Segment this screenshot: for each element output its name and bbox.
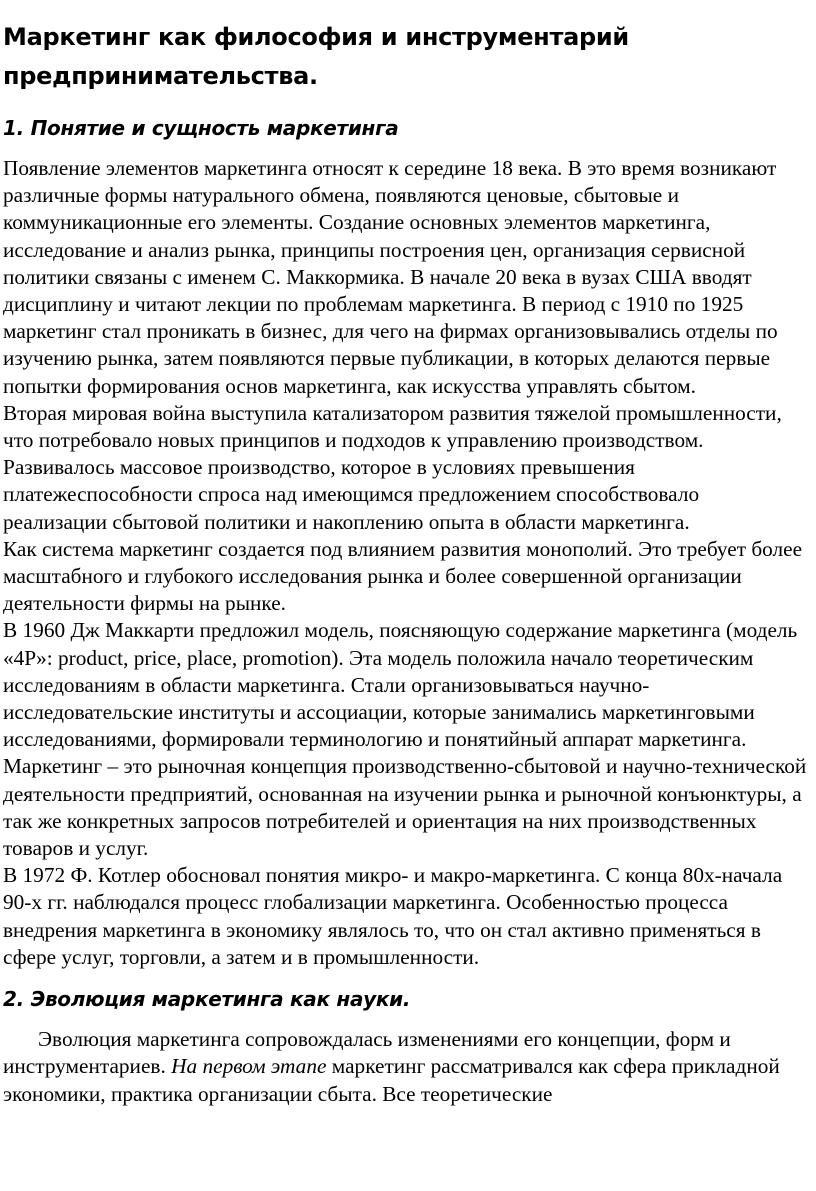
paragraph-text: Эволюция маркетинга сопровождалась изменениями его концепции, форм и инструментариев. (3, 1027, 731, 1079)
section-2-heading: 2. Эволюция маркетинга как науки. (3, 987, 411, 1012)
paragraph: В 1972 Ф. Котлер обосновал понятия микро- и макро-маркетинга. С конца 80х-начала 90-х гг. наблюдался процесс глобализации маркетинга. Особенностью процесса внедрения маркетинга в экономику являлось то, что он стал активно применяться в сфере услуг, торговли, а затем и в промышленности. (3, 863, 783, 969)
paragraph: Вторая мировая война выступила катализатором развития тяжелой промышленности, что потребовало новых принципов и подходов к управлению производством. Развивалось массовое производство, которое в условиях превышения платежеспособности спроса над имеющимся предложением способствовало реализации сбытовой политики и накоплению опыта в области маркетинга. (3, 400, 782, 534)
section-1-heading: 1. Понятие и сущность маркетинга (3, 116, 399, 140)
section-1-body (3, 155, 808, 971)
document-title: Маркетинг как философия и инструментарий предпринимательства. (3, 23, 629, 90)
paragraph (3, 1026, 808, 1108)
paragraph: Как система маркетинг создается под влиянием развития монополий. Это требует более масштабного и глубокого исследования рынка и более совершенной организации деятельности фирмы на рынке. (3, 536, 803, 616)
paragraph: Появление элементов маркетинга относят к середине 18 века. В это время возникают различные формы натурального обмена, появляются ценовые, сбытовые и коммуникационные его элементы. Создание основных элементов маркетинга, исследование и анализ рынка, принципы построения цен, организация сервисной политики связаны с именем С. Маккормика. В начале 20 века в вузах США вводят дисциплину и читают лекции по проблемам маркетинга. В период с 1910 по 1925 маркетинг стал проникать в бизнес, для чего на фирмах организовывались отделы по изучению рынка, затем появляются первые публикации, в которых делаются первые попытки формирования основ маркетинга, как искусства управлять сбытом. (3, 156, 778, 398)
emphasis-text: На первом этапе (171, 1054, 327, 1079)
paragraph-text: маркетинг рассматривался как сфера прикладной экономики, практика организации сбыта. Все теоретические (3, 1054, 780, 1106)
paragraph: В 1960 Дж Маккарти предложил модель, поясняющую содержание маркетинга (модель «4P»: product, price, place, promotion). Эта модель положила начало теоретическим исследованиям в области маркетинга. Стали организовываться научно-исследовательские институты и ассоциации, которые занимались маркетинговыми исследованиями, формировали терминологию и понятийный аппарат маркетинга. (3, 618, 798, 752)
paragraph: Маркетинг – это рыночная концепция производственно-сбытовой и научно-технической деятельности предприятий, основанная на изучении рынка и рыночной конъюнктуры, а так же конкретных запросов потребителей и ориентация на них производственных товаров и услуг. (3, 754, 807, 861)
section-2-body (3, 1026, 808, 1108)
